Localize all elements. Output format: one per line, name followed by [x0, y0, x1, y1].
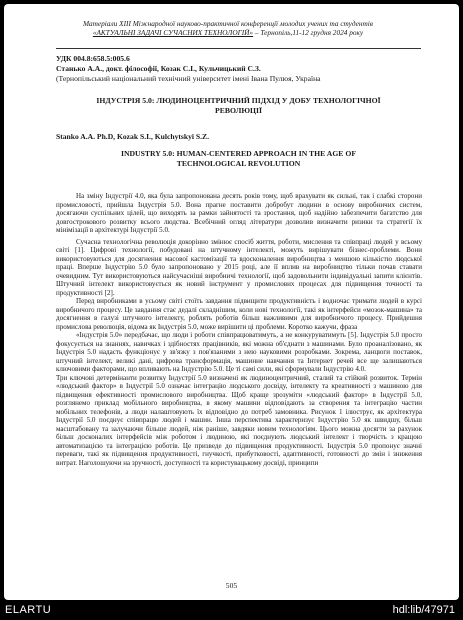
- repository-name: ELARTU: [5, 604, 52, 616]
- page-number: 505: [225, 581, 238, 590]
- paragraph: На зміну Індустрії 4.0, яка була запропонована десять років тому, щоб врахувати як сильні, так і слабкі сторони промисловості, прийшла Індустрія 5.0. Вона прагне поставити добробут людини в основу виробничих систем, досягаючи суспільних цілей, що виходять за рамки зайнятості та зростання, щоб надійно забезпечити багатство для довгострокового розвитку всього людства. Всебічний огляд літератури дозволив визначити ризики та стратегії їх мінімізації в архітектурі Індустрії 5.0.: [56, 192, 422, 234]
- udc-code: УДК 004.8:658.5:005.6: [56, 54, 130, 63]
- affiliation: (Тернопільський національний технічний університет імені Івана Пулюя, Україна: [56, 74, 321, 83]
- paragraph: Сучасна технологічна революція докорінно змінює спосіб життя, роботи, мислення та співпраці людей у всьому світі [1]. Цифрові технології, побудовані на штучному інтелекті, можуть вирішувати бізнес-проблеми. Вони використовуються для досягнення масової кастомізації та вдосконалення виробництва з меншою кількістю людської праці. Вперше Індустрію 5.0 було запропоновано у 2015 році, але її вплив на виробництво тільки почав ставати очевидним. Тут використовуються найсучасніші виробничі технології, щоб задовольнити індивідуальні запити клієнтів. Штучний інтелект використовується як новий інструмент у промислових процесах для підвищення точності та продуктивності [2].: [56, 237, 422, 297]
- handle-id: hdl:lib/47971: [392, 604, 455, 616]
- header-conference-title: «АКТУАЛЬНІ ЗАДАЧІ СУЧАСНИХ ТЕХНОЛОГІЙ»: [92, 28, 254, 37]
- header-divider: [56, 48, 421, 49]
- authors-en: Stanko A.A. Ph.D, Kozak S.I., Kulchytskyi S.Z.: [56, 132, 209, 141]
- footer-bar: [0, 600, 463, 620]
- document-page: [4, 4, 459, 600]
- paragraph: «Індустрія 5.0» передбачає, що люди і роботи співпрацюватимуть, а не конкуруватимуть [5]. Індустрія 5.0 просто фокусується на знаннях, навичках і здібностях працівників, які можна об'єднати з машинами. Було проаналізовано, як Індустрія 5.0 надасть функціонує у зв'язку з пов'язаними з нею науковими розробками. Зокрема, ланцюги поставок, штучний інтелект, великі дані, цифрова трансформація, машинне навчання та Інтернет речей все ще залишаються ключовими факторами, що впливають на Індустрію 5.0. Це ті самі сили, які сформували Індустрію 4.0.: [56, 331, 422, 373]
- header-line-2: [28, 28, 428, 37]
- header-line-1: Матеріали XIII Міжнародної науково-практичної конференції молодих учених та студентів: [83, 19, 373, 28]
- authors-uk: Станько А.А., докт. філософії, Козак С.І., Кульчицький С.З.: [56, 64, 261, 73]
- title-uk: ІНДУСТРІЯ 5.0: ЛЮДИНОЦЕНТРИЧНИЙ ПІДХІД У ДОБУ ТЕХНОЛОГІЧНОЇ РЕВОЛЮЦІЇ: [96, 96, 381, 115]
- paragraph: Три ключові детермінанти розвитку Індустрії 5.0 визначені як людиноцентричний, сталий та стійкий розвиток. Термін «людський фактор» в Індустрії 5.0 означає інтеграцію людського досвіду, інтелекту та креативності з машиною для підвищення ефективності промислового виробництва. Щоб краще зрозуміти «людський фактор» в Індустрії 5.0, розглянемо приклад мобільного виробництва, в якому машини відповідають за створення та інтеграцію частин мобільних телефонів, а люди налаштовують їх відповідно до потреб замовника. Рисунок 1 ілюструє, як архітектура Індустрії 5.0 поєднує співпрацю людей і машин. Інша перспектива характеризує Індустрію 5.0 як швидшу, більш масштабовану та залучаючи більше людей, ніж раніше, завдяки новим технологіям. Цього можна досягти за рахунок більш досконалих інтерфейсів між роботом і людиною, які поєднують людський інтелект і творчість з кращою автоматизацією та інтеграцією роботів. Це призведе до підвищення продуктивності. Індустрія 5.0 пропонує значні переваги, такі як підвищення продуктивності, гнучкості, прибутковості, адаптивності, готовності до змін і зниження витрат. Наголошуючи на зручності, доступності та користувацькому досвіді, принципи: [56, 373, 422, 467]
- conference-header: [28, 19, 428, 37]
- paragraph: Перед виробниками в усьому світі стоїть завдання підвищити продуктивність і водночас тримати людей в курсі виробничого процесу. Це завдання стає дедалі складнішим, коли нові технології, такі як інтерфейси «мозок-машина» та досягнення в галузі штучного інтелекту, роблять роботів більш важливими для виробничого процесу. Прийдешня промислова революція, відома як Індустрія 5.0, може вирішити ці проблеми. Коротко кажучи, фраза: [56, 297, 422, 331]
- article-body: [56, 192, 422, 467]
- title-en: INDUSTRY 5.0: HUMAN-CENTERED APPROACH IN THE AGE OF TECHNOLOGICAL REVOLUTION: [120, 149, 357, 168]
- header-location-date: – Тернопіль,11-12 грудня 2024 року: [253, 28, 364, 37]
